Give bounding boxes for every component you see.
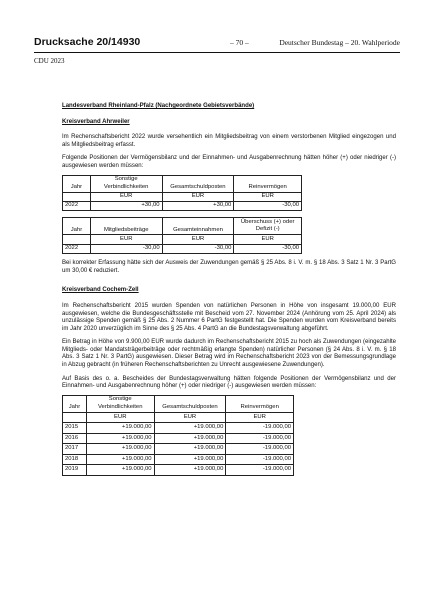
table-cell: +19.000,00 — [154, 433, 226, 444]
page-number: – 70 – — [230, 38, 249, 47]
table-cell: EUR — [234, 192, 302, 201]
table-cell: EUR — [90, 192, 162, 201]
table-unit-row — [63, 412, 294, 423]
table-header-row — [63, 395, 294, 412]
table-unit-row — [63, 235, 302, 244]
table-cell: EUR — [162, 235, 234, 244]
table-cell: 2016 — [63, 433, 87, 444]
table-cell: EUR — [90, 235, 162, 244]
table-header-cell: Sonstige Verbindlichkeiten — [86, 395, 154, 412]
table-header-cell: Gesamteinnahmen — [162, 218, 234, 235]
table-cell: -19.000,00 — [226, 433, 294, 444]
table-header-cell: Mitgliedsbeiträge — [90, 218, 162, 235]
header-rule — [34, 52, 400, 53]
table-row — [63, 244, 302, 253]
table-row — [63, 454, 294, 465]
party-label: CDU 2023 — [34, 57, 65, 65]
kv2-balance-table — [62, 395, 294, 476]
kv2-title: Kreisverband Cochem-Zell — [62, 287, 139, 294]
table-cell: +19.000,00 — [86, 423, 154, 434]
table-cell: 2022 — [63, 244, 91, 253]
kv1-balance-table — [62, 175, 302, 212]
table-cell: +19.000,00 — [154, 423, 226, 434]
table-header-cell: Überschuss (+) oder Defizit (-) — [234, 218, 302, 235]
table-row — [63, 433, 294, 444]
section-title: Landesverband Rheinland-Pfalz (Nachgeordnete Gebietsverbände) — [62, 103, 255, 109]
publisher: Deutscher Bundestag – 20. Wahlperiode — [279, 38, 400, 47]
table-cell: +30,00 — [162, 201, 234, 210]
main-content — [62, 103, 396, 476]
kv2-paragraph: Ein Betrag in Höhe von 9.900,00 EUR wurde dadurch im Rechenschaftsbericht 2015 zu hoch als Zuwendungen (eingezahlte Mitglieds- oder Mandatsträgerbeiträge oder rechtmäßig erlangte Spenden) natürlicher Personen (§ 24 Abs. 8 i. V. m. § 18 Abs. 3 Satz 1 Nr. 3 PartG) ausgewiesen. Dieser Betrag wird im Rechenschaftsbericht 2023 von der Bemessungsgrundlage in Abzug gebracht (in früheren Rechenschaftsberichten zu Unrecht ausgewiesene Zuwendungen). — [62, 339, 396, 369]
table-cell: +19.000,00 — [86, 433, 154, 444]
table-cell: +19.000,00 — [154, 444, 226, 455]
kv1-title: Kreisverband Ahrweiler — [62, 118, 130, 125]
table-header-row — [63, 175, 302, 192]
table-cell: -30,00 — [162, 244, 234, 253]
table-cell: +19.000,00 — [154, 465, 226, 476]
table-row — [63, 201, 302, 210]
table-cell: 2019 — [63, 465, 87, 476]
kv2-paragraph: Im Rechenschaftsbericht 2015 wurden Spenden von natürlichen Personen in Höhe von insgesamt 19.000,00 EUR ausgewiesen, welche die Bundesgeschäftsstelle mit Bescheid vom 27. November 2024 (Anhörung vom 25. April 2024) als unzulässige Spenden gemäß § 25 Abs. 2 Nummer 6 PartG festgestellt hat. Die Spenden wurden vom Kreisverband bereits im Jahr 2020 unverzüglich im Sinne des § 25 Abs. 4 PartG an die Bundestagsverwaltung abgeführt. — [62, 302, 396, 332]
table-cell: EUR — [226, 412, 294, 423]
table-row — [63, 444, 294, 455]
table-cell: +19.000,00 — [86, 454, 154, 465]
kv1-paragraph: Folgende Positionen der Vermögensbilanz und der Einnahmen- und Ausgabenrechnung hätten höher (+) oder niedriger (-) ausgewiesen werden müssen: — [62, 155, 396, 169]
table-cell: EUR — [154, 412, 226, 423]
table-header-cell: Gesamtschuldposten — [162, 175, 234, 192]
table-cell: +19.000,00 — [154, 454, 226, 465]
table-row — [63, 423, 294, 434]
table-cell — [63, 235, 91, 244]
table-cell — [63, 412, 87, 423]
kv1-paragraph: Im Rechenschaftsbericht 2022 wurde versehentlich ein Mitgliedsbeitrag von einem verstorbenen Mitglied eingezogen und als Mitgliedsbeitrag erfasst. — [62, 134, 396, 148]
table-unit-row — [63, 192, 302, 201]
table-cell: -19.000,00 — [226, 444, 294, 455]
table-cell: EUR — [234, 235, 302, 244]
table-cell: -19.000,00 — [226, 454, 294, 465]
table-header-cell: Reinvermögen — [226, 395, 294, 412]
kv1-income-table — [62, 217, 302, 254]
table-header-cell: Jahr — [63, 218, 91, 235]
table-cell: -30,00 — [234, 244, 302, 253]
table-cell — [63, 192, 91, 201]
table-cell: -30,00 — [90, 244, 162, 253]
table-cell: EUR — [162, 192, 234, 201]
table-header-cell: Gesamtschuldposten — [154, 395, 226, 412]
document-id: Drucksache 20/14930 — [34, 36, 141, 48]
table-header-cell: Sonstige Verbindlichkeiten — [90, 175, 162, 192]
table-header-cell: Reinvermögen — [234, 175, 302, 192]
table-header-cell: Jahr — [63, 175, 91, 192]
table-cell: 2018 — [63, 454, 87, 465]
table-cell: +19.000,00 — [86, 465, 154, 476]
kv1-paragraph: Bei korrekter Erfassung hätte sich der Ausweis der Zuwendungen gemäß § 25 Abs. 8 i. V. m. § 18 Abs. 3 Satz 1 Nr. 3 PartG um 30,00 € reduziert. — [62, 260, 396, 274]
table-cell: 2017 — [63, 444, 87, 455]
table-header-row — [63, 218, 302, 235]
table-cell: -19.000,00 — [226, 465, 294, 476]
table-cell: -30,00 — [234, 201, 302, 210]
table-cell: -19.000,00 — [226, 423, 294, 434]
page-header — [34, 36, 400, 50]
table-cell: EUR — [86, 412, 154, 423]
table-header-cell: Jahr — [63, 395, 87, 412]
table-row — [63, 465, 294, 476]
table-cell: 2015 — [63, 423, 87, 434]
kv2-paragraph: Auf Basis des o. a. Bescheides der Bundestagsverwaltung hätten folgende Positionen der Vermögensbilanz und der Einnahmen- und Ausgabenrechnung höher (+) oder niedriger (-) ausgewiesen werden müssen: — [62, 375, 396, 390]
table-cell: +19.000,00 — [86, 444, 154, 455]
table-cell: +30,00 — [90, 201, 162, 210]
table-cell: 2022 — [63, 201, 91, 210]
